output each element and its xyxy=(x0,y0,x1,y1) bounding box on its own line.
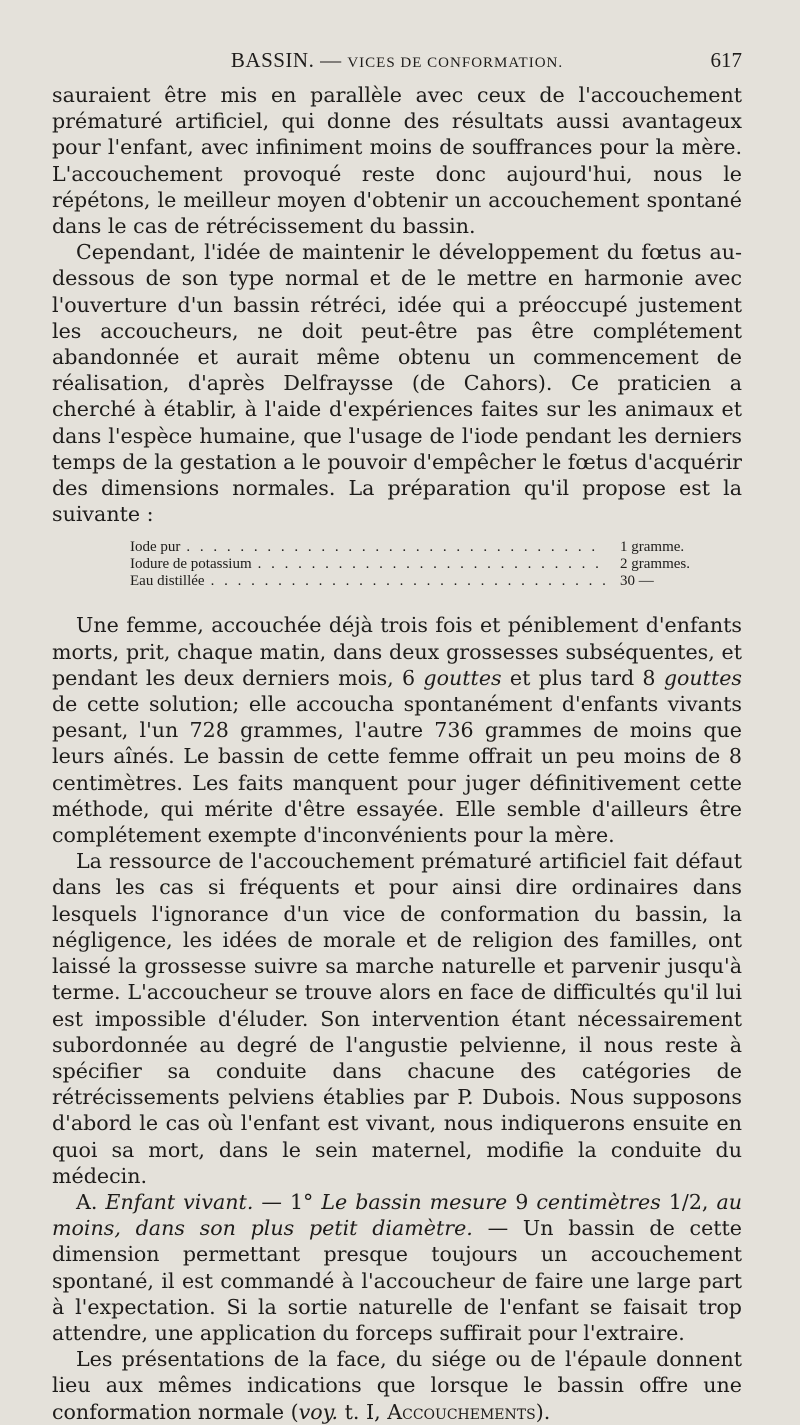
recipe-row xyxy=(130,556,710,573)
paragraph-6-smallcaps: Accouchements xyxy=(387,1399,536,1424)
paragraph-3-italic-1: gouttes xyxy=(423,665,502,690)
paragraph-5-italic-2: Le bassin mesure xyxy=(321,1189,508,1214)
paragraph-5-text-c: 9 xyxy=(507,1189,537,1214)
leader-dots: . . . . . . . . . . . . . . . . . . . . . . . . . . . . . . xyxy=(210,573,609,590)
ingredient-quantity: 2 grammes. xyxy=(620,556,690,573)
paragraph-2: Cependant, l'idée de maintenir le développement du fœtus au-dessous de son type normal et de le mettre en harmonie avec l'ouverture d'un bassin rétréci, idée qui a préoccupé justement les accoucheurs, ne doit peut-être pas être complétement abandonnée et aurait même obtenu un commencement de réalisation, d'après Delfraysse (de Cahors). Ce praticien a cherché à établir, à l'aide d'expériences faites sur les animaux et dans l'espèce humaine, que l'usage de l'iode pendant les derniers temps de la gestation a le pouvoir d'empêcher le fœtus d'acquérir des dimensions normales. La préparation qu'il propose est la suivante : xyxy=(52,240,743,527)
paragraph-6-text-b: t. I, xyxy=(338,1399,388,1424)
leader-dots: . . . . . . . . . . . . . . . . . . . . . . . . . . . . . . . xyxy=(186,539,599,556)
paragraph-5-italic-1: Enfant vivant. xyxy=(105,1189,254,1214)
page-number: 617 xyxy=(710,48,742,72)
page-header xyxy=(52,48,742,76)
recipe-row xyxy=(130,539,710,556)
ingredient-name: Eau distillée xyxy=(130,573,205,590)
running-title-sub: VICES DE CONFORMATION. xyxy=(347,55,564,71)
paragraph-6-italic: voy. xyxy=(298,1399,339,1424)
ingredient-name: Iode pur xyxy=(130,539,181,556)
paragraph-1: sauraient être mis en parallèle avec ceux de l'accouchement prématuré artificiel, qui donne des résultats aussi avantageux pour l'enfant, avec infiniment moins de souffrances pour la mère. L'accouchement provoqué reste donc aujourd'hui, nous le répétons, le meilleur moyen d'obtenir un accouchement spontané dans le cas de rétrécissement du bassin. xyxy=(52,83,742,239)
paragraph-5-text-e: — Un bassin de cette dimension permettant presque toujours un accouchement spontané, il est commandé à l'accoucheur de faire une large part à l'expectation. Si la sortie naturelle de l'enfant se faisait trop attendre, une application du forceps suffirait pour l'extraire. xyxy=(52,1216,742,1345)
paragraph-5 xyxy=(52,1189,742,1346)
paragraph-3-text-a: Une femme, accouchée déjà trois fois et péniblement d'enfants morts, prit, chaque matin, dans deux grossesses subséquentes, et pendant les deux derniers mois, 6 xyxy=(52,613,742,690)
paragraph-3 xyxy=(52,612,742,848)
paragraph-5-italic-3: centimètres xyxy=(536,1189,661,1214)
paragraph-5-text-b: — 1° xyxy=(253,1189,322,1214)
paragraph-3-text-c: de cette solution; elle accoucha spontanément d'enfants vivants pesant, l'un 728 grammes, l'autre 736 grammes de moins que leurs aînés. Le bassin de cette femme offrait un peu moins de 8 centimètres. Les faits manquent pour juger définitivement cette méthode, qui mérite d'être essayée. Elle semble d'ailleurs être complétement exempte d'inconvénients pour la mère. xyxy=(52,692,742,848)
body-text xyxy=(52,82,742,1425)
ingredient-name: Iodure de potassium xyxy=(130,556,252,573)
paragraph-5-text-a: A. xyxy=(76,1189,106,1214)
ingredient-quantity: 1 gramme. xyxy=(620,539,685,556)
paragraph-4: La ressource de l'accouchement prématuré artificiel fait défaut dans les cas si fréquents et pour ainsi dire ordinaires dans lesquels l'ignorance d'un vice de conformation du bassin, la négligence, les idées de morale et de religion des familles, ont laissé la grossesse suivre sa marche naturelle et parvenir jusqu'à terme. L'accoucheur se trouve alors en face de difficultés qu'il lui est impossible d'éluder. Son intervention étant nécessairement subordonnée au degré de l'angustie pelvienne, il nous reste à spécifier sa conduite dans chacune des catégories de rétrécissements pelviens établies par P. Dubois. Nous supposons d'abord le cas où l'enfant est vivant, nous indiquerons ensuite en quoi sa mort, dans le sein maternel, modifie la conduite du médecin. xyxy=(52,849,742,1188)
running-title-main: BASSIN. xyxy=(230,48,315,72)
ingredient-quantity: 30 — xyxy=(620,573,654,590)
paragraph-5-text-d: 1/2, xyxy=(660,1189,717,1214)
paragraph-6 xyxy=(52,1346,742,1425)
paragraph-6-text-a: Les présentations de la face, du siége ou de l'épaule donnent lieu aux mêmes indications que lorsque le bassin offre une conformation normale ( xyxy=(52,1347,742,1424)
paragraph-6-text-c: ). xyxy=(535,1399,551,1424)
recipe-table xyxy=(130,539,710,590)
recipe-row xyxy=(130,573,710,590)
paragraph-3-italic-2: gouttes xyxy=(663,665,742,690)
leader-dots: . . . . . . . . . . . . . . . . . . . . . . . . . . xyxy=(257,556,602,573)
paragraph-5-italic-4: au moins, dans son plus petit diamètre. xyxy=(52,1189,743,1241)
paragraph-3-text-b: et plus tard 8 xyxy=(501,665,664,690)
running-title xyxy=(52,48,742,73)
running-title-dash: — xyxy=(320,48,342,72)
